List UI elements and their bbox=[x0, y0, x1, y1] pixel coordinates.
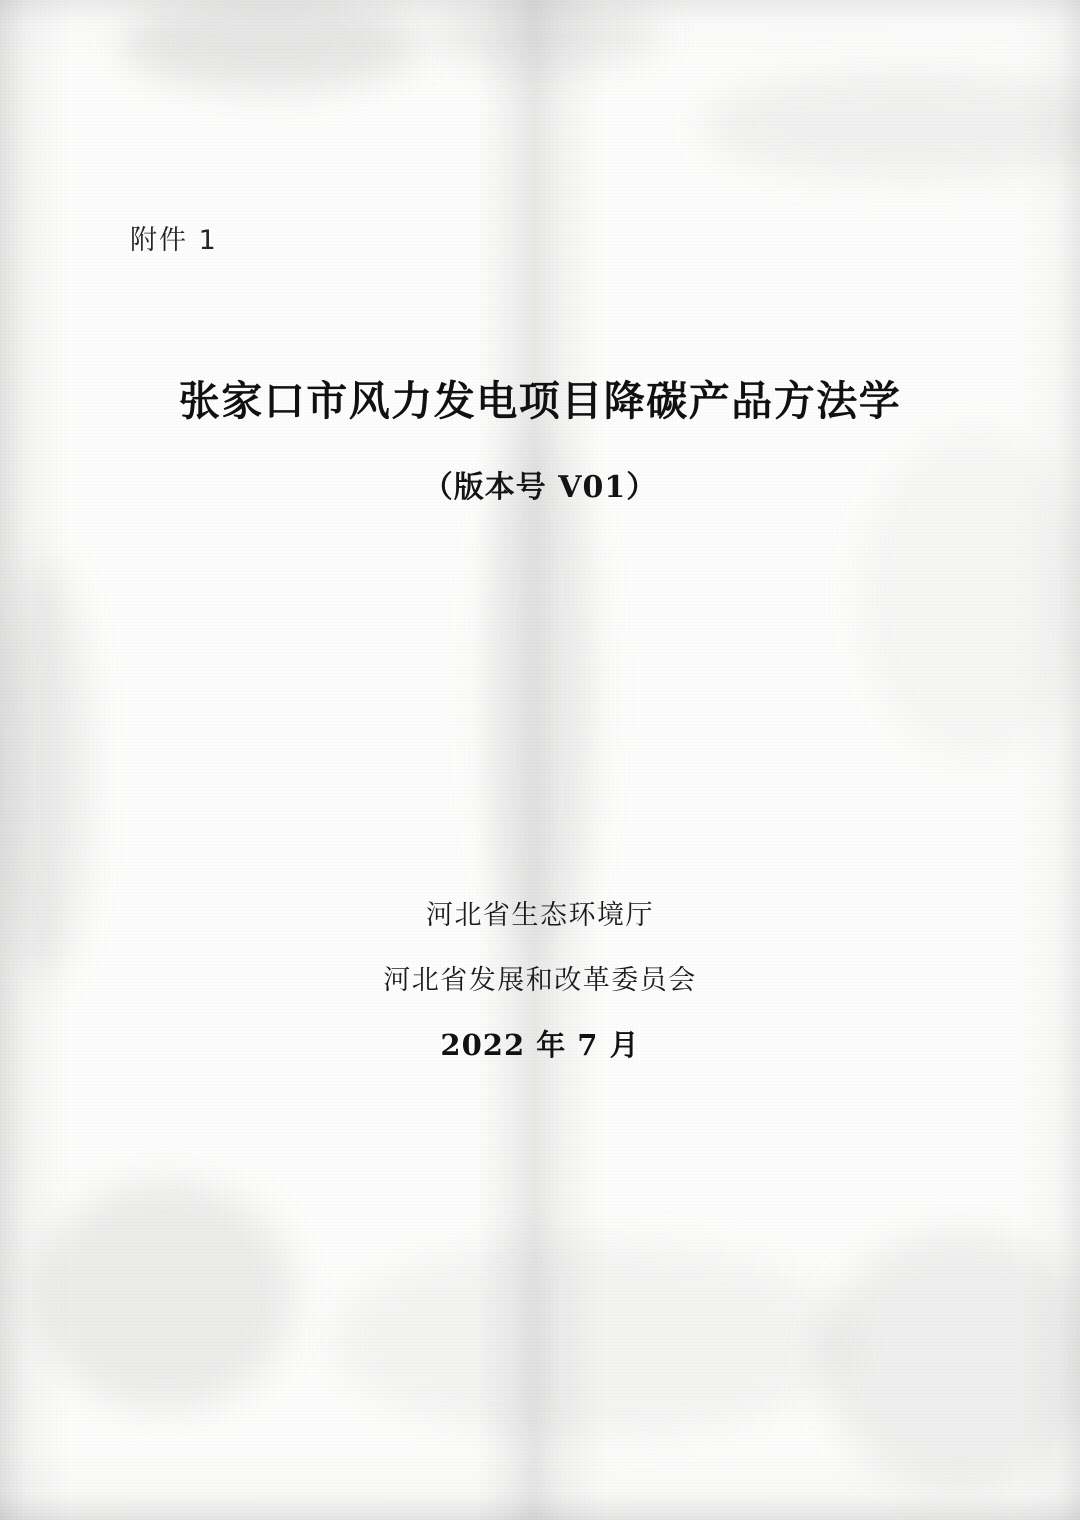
document-version: （版本号 V01） bbox=[422, 470, 658, 505]
issuer-line: 河北省发展和改革委员会 bbox=[383, 965, 697, 996]
issue-date: 2022 年 7 月 bbox=[440, 1028, 640, 1062]
issuer-block bbox=[0, 893, 1080, 1064]
document-title: 张家口市风力发电项目降碳产品方法学 bbox=[178, 377, 902, 425]
issuer-line: 河北省生态环境厅 bbox=[426, 900, 654, 931]
attachment-label: 附件 1 bbox=[130, 225, 218, 256]
